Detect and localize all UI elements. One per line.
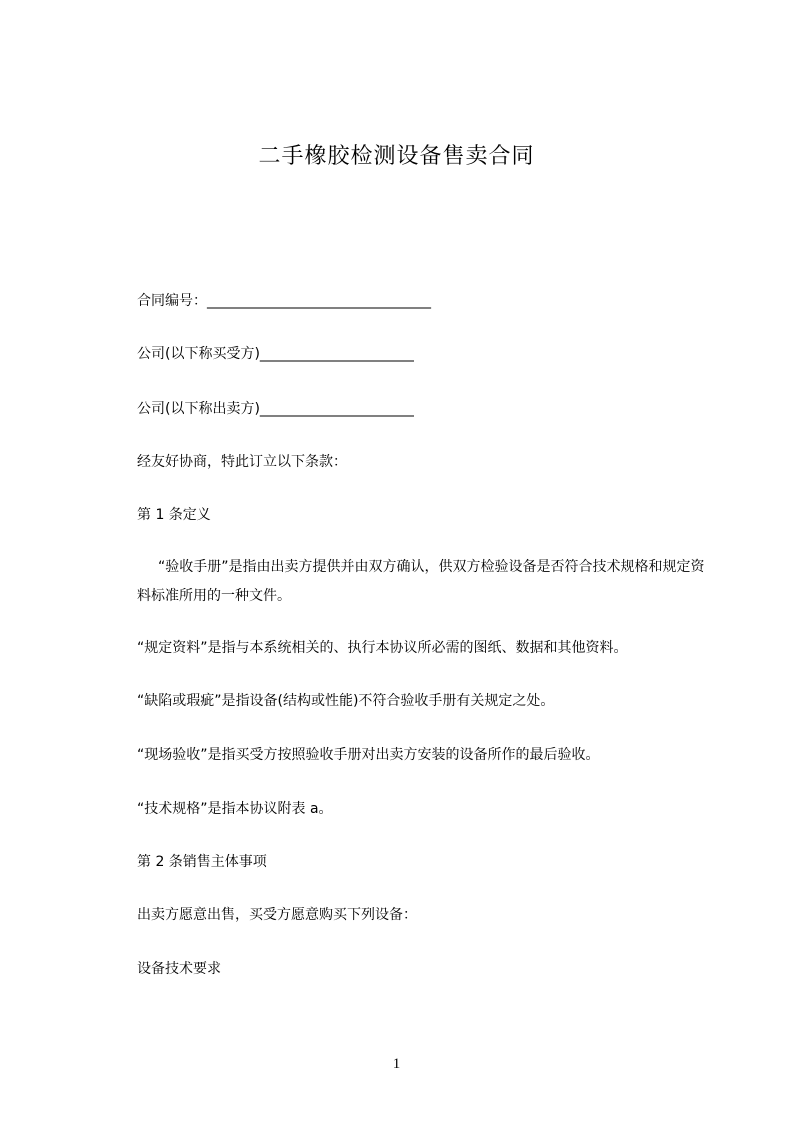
article-1-heading: 第 1 条定义 xyxy=(137,507,211,523)
definition-technical-specs: “技术规格”是指本协议附表 a。 xyxy=(137,801,333,817)
definition-site-acceptance: “现场验收”是指买受方按照验收手册对出卖方安装的设备所作的最后验收。 xyxy=(137,747,600,763)
article-2-heading: 第 2 条销售主体事项 xyxy=(137,854,267,870)
document-title: 二手橡胶检测设备售卖合同 xyxy=(258,144,535,169)
definition-acceptance-manual: “验收手册”是指由出卖方提供并由双方确认，供双方检验设备是否符合技术规格和规定资料标准所用的一种文件。 xyxy=(137,559,705,604)
contract-number-line: 合同编号：________________________________ xyxy=(137,293,431,309)
equipment-requirements-heading: 设备技术要求 xyxy=(137,961,221,977)
definition-defects: “缺陷或瑕疵”是指设备(结构或性能)不符合验收手册有关规定之处。 xyxy=(137,693,555,709)
buyer-company-line: 公司(以下称买受方)______________________ xyxy=(137,346,414,362)
definition-specified-materials: “规定资料”是指与本系统相关的、执行本协议所必需的图纸、数据和其他资料。 xyxy=(137,640,628,656)
seller-company-line: 公司(以下称出卖方)______________________ xyxy=(137,401,414,417)
preamble-text: 经友好协商，特此订立以下条款： xyxy=(137,454,347,470)
sale-statement: 出卖方愿意出售，买受方愿意购买下列设备： xyxy=(137,907,417,923)
page-number: 1 xyxy=(392,1056,401,1072)
